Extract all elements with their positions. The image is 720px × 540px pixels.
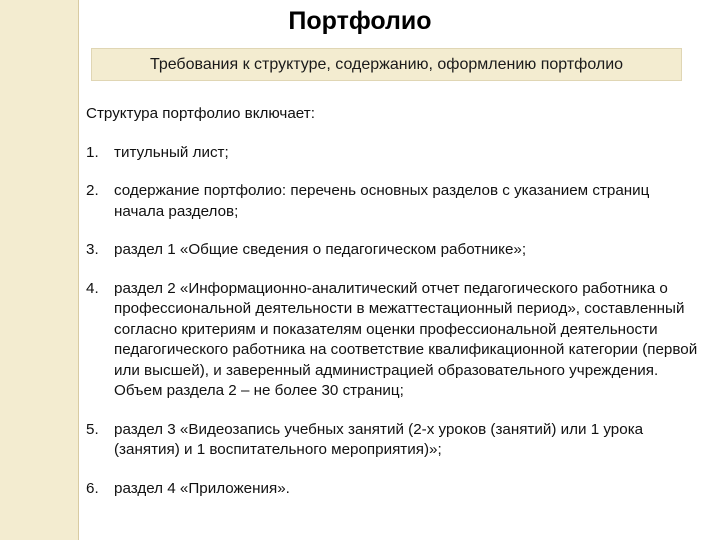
- left-decor-bar: [0, 0, 78, 540]
- left-decor-divider: [78, 0, 79, 540]
- list-item-number: 1.: [86, 143, 99, 161]
- list-item-text: раздел 1 «Общие сведения о педагогическом работнике»;: [114, 241, 527, 258]
- list-item-number: 2.: [86, 182, 99, 199]
- slide-body: [86, 104, 702, 517]
- list-item-2: [86, 181, 702, 222]
- slide-title: Портфолио: [288, 7, 432, 35]
- list-item-1: [86, 143, 702, 164]
- list-item-3: [86, 240, 702, 261]
- list-item-text: содержание портфолио: перечень основных разделов с указанием страниц начала разделов;: [114, 182, 650, 220]
- list-item-text: титульный лист;: [114, 143, 229, 161]
- list-item-number: 4.: [86, 279, 99, 297]
- list-item-text: раздел 2 «Информационно-аналитический отчет педагогического работника о профессиональной деятельности в межаттестационный период», составленный согласно критериям и показателям оценки профессиональной деятельности педагогического работника на соответствие квалификационной категории (первой или высшей), и заверенный администрацией образовательного учреждения. Объем раздела 2 – не более 30 страниц;: [114, 279, 698, 399]
- list-item-text: раздел 3 «Видеозапись учебных занятий (2-х уроков (занятий) или 1 урока (занятия) и 1 воспитательного мероприятия)»;: [114, 420, 644, 458]
- list-item-number: 3.: [86, 241, 99, 258]
- list-item-number: 5.: [86, 420, 99, 438]
- list-item-6: [86, 479, 702, 500]
- subtitle-banner: [91, 48, 682, 81]
- list-item-text: раздел 4 «Приложения».: [114, 479, 290, 497]
- intro-text: Структура портфолио включает:: [86, 105, 315, 122]
- subtitle-banner-text: Требования к структуре, содержанию, оформлению портфолио: [149, 55, 624, 73]
- list-item-4: [86, 279, 702, 402]
- list-item-number: 6.: [86, 479, 99, 497]
- list-item-5: [86, 420, 702, 461]
